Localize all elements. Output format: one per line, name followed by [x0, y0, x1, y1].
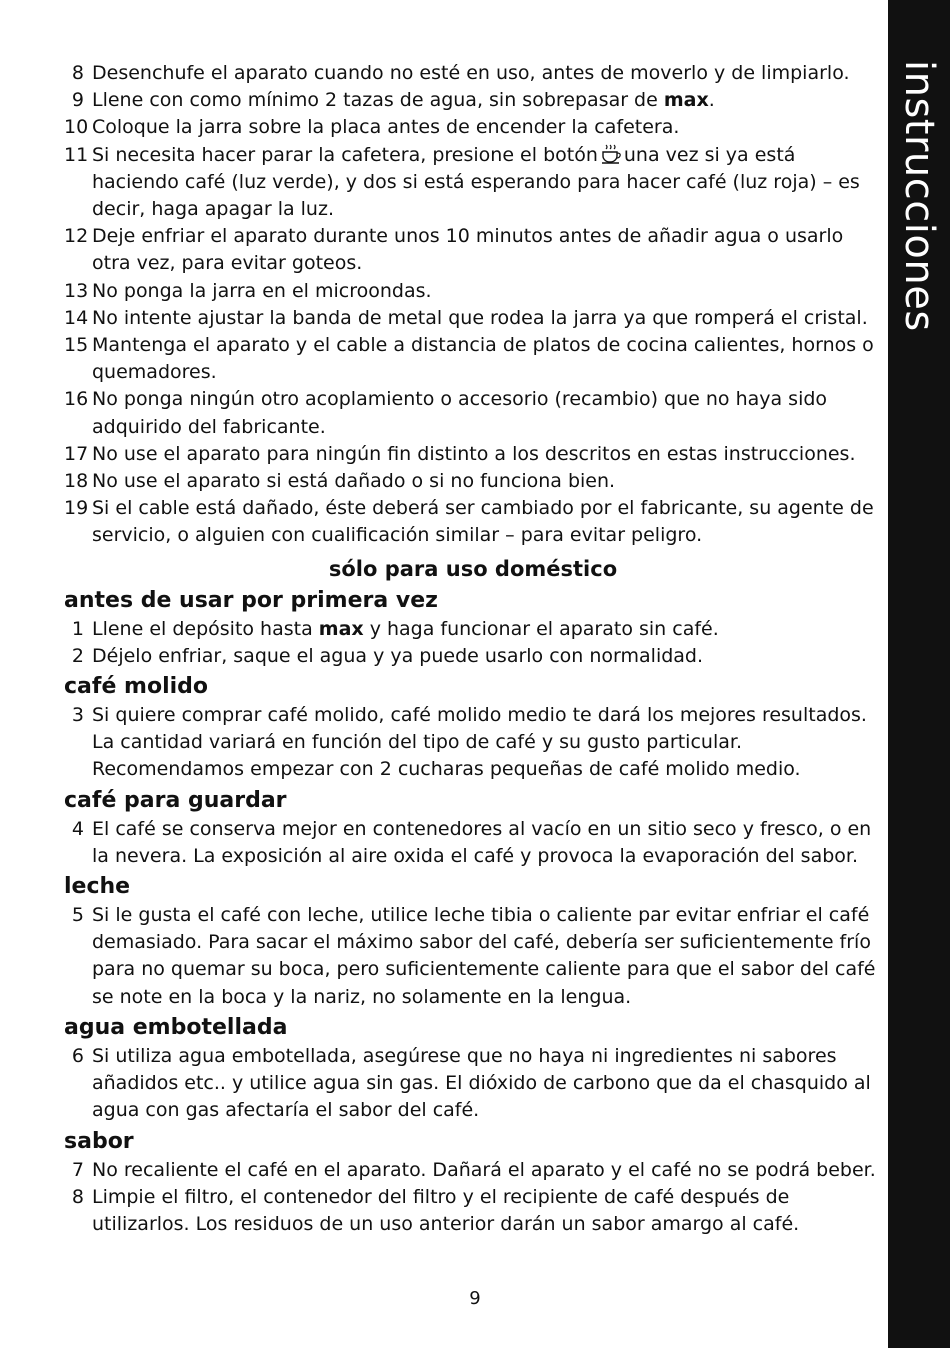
item-number: 10	[64, 116, 89, 139]
item-bold-text: max	[318, 617, 364, 640]
item-text-end: una vez si ya está haciendo café (luz verde), y dos si está esperando para hacer café (luz roja) – es decir, haga apagar la luz.	[92, 143, 860, 221]
item-text: Llene con como mínimo 2 tazas de agua, sin sobrepasar de	[92, 89, 664, 112]
side-tab-label: instrucciones	[896, 60, 942, 332]
list-item	[64, 1157, 882, 1184]
item-number: 5	[71, 904, 84, 927]
list-item	[64, 1184, 882, 1238]
section-heading-ground-coffee: café molido	[64, 674, 209, 700]
list-item	[64, 468, 882, 495]
list-item	[64, 223, 882, 277]
item-number: 8	[71, 1185, 84, 1208]
list-item	[64, 386, 882, 440]
item-text-end: .	[708, 89, 715, 112]
item-number: 18	[64, 470, 89, 493]
item-text: Si le gusta el café con leche, utilice leche tibia o caliente par evitar enfriar el café demasiado. Para sacar el máximo sabor del café, debería ser suficientemente frío para no quemar su boca, pero suficientemente caliente para que el sabor del café se note en la boca y la nariz, no solamente en la lengua.	[92, 904, 876, 1008]
item-number: 9	[71, 89, 84, 112]
section-heading-bottled-water: agua embotellada	[64, 1014, 288, 1040]
item-number: 13	[64, 279, 89, 302]
list-item	[64, 114, 882, 141]
item-text: No recaliente el café en el aparato. Dañará el aparato y el café no se podrá beber.	[92, 1158, 876, 1181]
item-text: Si utiliza agua embotellada, asegúrese que no haya ni ingredientes ni sabores añadidos etc.. y utilice agua sin gas. El dióxido de carbono que da el chasquido al agua con gas afectaría el sabor del café.	[92, 1044, 871, 1122]
section-heading-milk: leche	[64, 874, 131, 900]
item-text: No use el aparato para ningún fin distinto a los descritos en estas instrucciones.	[92, 442, 856, 465]
item-text: Llene el depósito hasta	[92, 617, 319, 640]
list-item	[64, 60, 882, 87]
item-number: 4	[71, 817, 84, 840]
list-item	[64, 142, 882, 224]
item-text: Desenchufe el aparato cuando no esté en uso, antes de moverlo y de limpiarlo.	[92, 62, 850, 84]
item-text: No use el aparato si está dañado o si no funciona bien.	[92, 470, 616, 493]
item-text: No intente ajustar la banda de metal que rodea la jarra ya que romperá el cristal.	[92, 306, 868, 329]
item-number: 1	[71, 617, 84, 640]
item-number: 3	[71, 704, 84, 727]
section-heading-first-use: antes de usar por primera vez	[64, 587, 438, 613]
item-text: Mantenga el aparato y el cable a distancia de platos de cocina calientes, hornos o quemadores.	[92, 334, 874, 384]
domestic-use-heading: sólo para uso doméstico	[328, 556, 618, 581]
list-item	[64, 332, 882, 386]
list-item	[64, 816, 882, 870]
item-number: 19	[64, 497, 89, 520]
item-number: 7	[71, 1158, 84, 1181]
list-item	[64, 278, 882, 305]
page-content	[64, 60, 882, 1238]
section-heading-flavour: sabor	[64, 1128, 134, 1154]
item-number: 16	[64, 388, 89, 411]
item-number: 2	[71, 644, 84, 667]
item-text: Limpie el filtro, el contenedor del filtro y el recipiente de café después de utilizarlos. Los residuos de un uso anterior darán un sabor amargo al café.	[92, 1185, 800, 1235]
item-text: No ponga ningún otro acoplamiento o accesorio (recambio) que no haya sido adquirido del fabricante.	[92, 388, 828, 438]
list-item	[64, 616, 882, 643]
list-item	[64, 702, 882, 784]
coffee-cup-icon	[600, 144, 622, 164]
item-text: El café se conserva mejor en contenedores al vacío en un sitio seco y fresco, o en la nevera. La exposición al aire oxida el café y provoca la evaporación del sabor.	[92, 817, 872, 867]
page-number: 9	[469, 1288, 481, 1309]
list-item	[64, 305, 882, 332]
item-text: No ponga la jarra en el microondas.	[92, 279, 432, 302]
item-number: 6	[71, 1044, 84, 1067]
item-text: Déjelo enfriar, saque el agua y ya puede usarlo con normalidad.	[92, 644, 704, 667]
item-number: 17	[64, 442, 89, 465]
item-number: 14	[64, 306, 89, 329]
item-number: 11	[64, 143, 89, 166]
list-item	[64, 643, 882, 670]
section-heading-storing: café para guardar	[64, 787, 287, 813]
list-item	[64, 902, 882, 1011]
item-text: Si quiere comprar café molido, café molido medio te dará los mejores resultados. La cantidad variará en función del tipo de café y su gusto particular. Recomendamos empezar con 2 cucharas pequeñas de café molido medio.	[92, 704, 867, 781]
item-number: 8	[71, 62, 84, 84]
list-item	[64, 1043, 882, 1125]
item-text: Si necesita hacer parar la cafetera, presione el botón	[92, 143, 598, 166]
item-text-end: y haga funcionar el aparato sin café.	[363, 617, 719, 640]
side-tab	[888, 0, 950, 1348]
item-text: Deje enfriar el aparato durante unos 10 minutos antes de añadir agua o usarlo otra vez, para evitar goteos.	[92, 225, 844, 275]
safety-list	[64, 60, 882, 550]
item-number: 12	[64, 225, 89, 248]
item-text: Si el cable está dañado, éste deberá ser cambiado por el fabricante, su agente de servicio, o alguien con cualificación similar – para evitar peligro.	[92, 497, 874, 547]
list-item	[64, 87, 882, 114]
item-number: 15	[64, 334, 89, 357]
item-bold-text: max	[663, 89, 709, 112]
item-text: Coloque la jarra sobre la placa antes de encender la cafetera.	[92, 116, 680, 139]
list-item	[64, 441, 882, 468]
list-item	[64, 495, 882, 549]
